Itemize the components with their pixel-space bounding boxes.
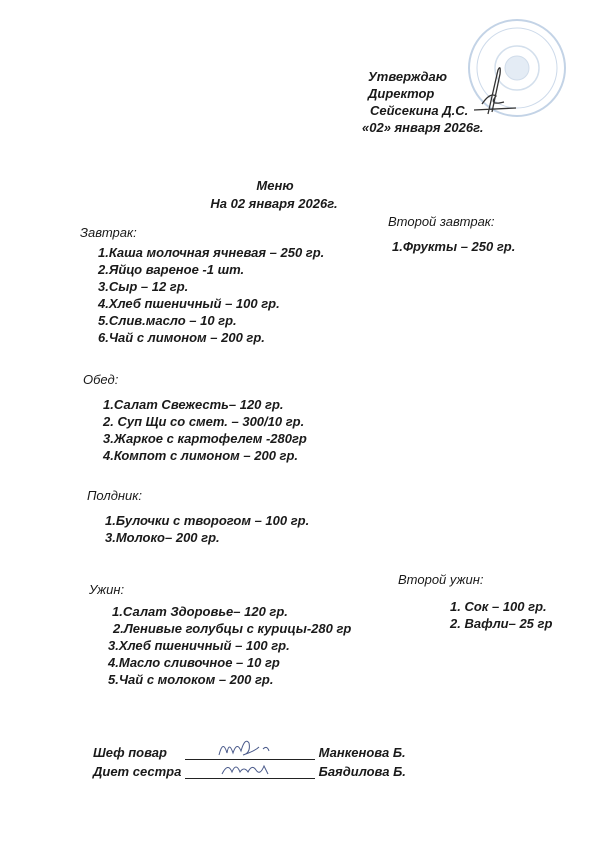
approval-date: «02» января 2026г. xyxy=(362,120,484,135)
list-item: 4.Масло сливочное – 10 гр xyxy=(108,655,280,670)
approval-position: Директор xyxy=(368,86,435,101)
lunch-list xyxy=(103,396,307,464)
list-item: 2.Яйцо вареное -1 шт. xyxy=(98,262,245,277)
second-breakfast-list xyxy=(392,238,515,255)
dietitian-role: Диет сестра xyxy=(93,764,182,779)
approval-label: Утверждаю xyxy=(368,69,447,84)
chef-name: Манкенова Б. xyxy=(318,745,406,760)
list-item: 1.Салат Здоровье– 120 гр. xyxy=(112,604,288,619)
list-item: 4.Компот с лимоном – 200 гр. xyxy=(103,448,299,463)
lunch-heading: Обед: xyxy=(83,372,119,387)
breakfast-heading: Завтрак: xyxy=(80,225,137,240)
second-dinner-heading: Второй ужин: xyxy=(398,572,484,587)
menu-date: На 02 января 2026г. xyxy=(210,196,338,211)
dinner-list xyxy=(110,603,351,688)
list-item: 5.Слив.масло – 10 гр. xyxy=(98,313,237,328)
list-item: 1.Булочки с творогом – 100 гр. xyxy=(105,513,310,528)
list-item: 1.Фрукты – 250 гр. xyxy=(392,239,516,254)
list-item: 2. Суп Щи со смет. – 300/10 гр. xyxy=(103,414,305,429)
list-item: 2. Вафли– 25 гр xyxy=(450,616,553,631)
dinner-heading: Ужин: xyxy=(89,582,125,597)
chef-signature-icon xyxy=(215,735,275,760)
snack-list xyxy=(105,512,309,546)
page-title xyxy=(0,177,548,213)
list-item: 3.Хлеб пшеничный – 100 гр. xyxy=(108,638,290,653)
list-item: 5.Чай с молоком – 200 гр. xyxy=(108,672,274,687)
list-item: 2.Ленивые голубцы с курицы-280 гр xyxy=(113,621,352,636)
second-dinner-list xyxy=(450,598,552,632)
list-item: 3.Молоко– 200 гр. xyxy=(105,530,220,545)
list-item: 1.Салат Свежесть– 120 гр. xyxy=(103,397,284,412)
approval-director-name: Сейсекина Д.С. xyxy=(370,103,469,118)
second-breakfast-heading: Второй завтрак: xyxy=(388,214,495,229)
dietitian-name: Баядилова Б. xyxy=(318,764,406,779)
list-item: 3.Сыр – 12 гр. xyxy=(98,279,189,294)
snack-heading: Полдник: xyxy=(87,488,143,503)
list-item: 4.Хлеб пшеничный – 100 гр. xyxy=(98,296,280,311)
approval-block xyxy=(362,68,484,136)
breakfast-list xyxy=(98,244,324,346)
list-item: 1.Каша молочная ячневая – 250 гр. xyxy=(98,245,325,260)
list-item: 1. Сок – 100 гр. xyxy=(450,599,547,614)
list-item: 6.Чай с лимоном – 200 гр. xyxy=(98,330,265,345)
list-item: 3.Жаркое с картофелем -280гр xyxy=(103,431,307,446)
chef-role: Шеф повар xyxy=(93,745,167,760)
menu-title: Меню xyxy=(256,178,294,193)
dietitian-signature-icon xyxy=(218,758,273,780)
